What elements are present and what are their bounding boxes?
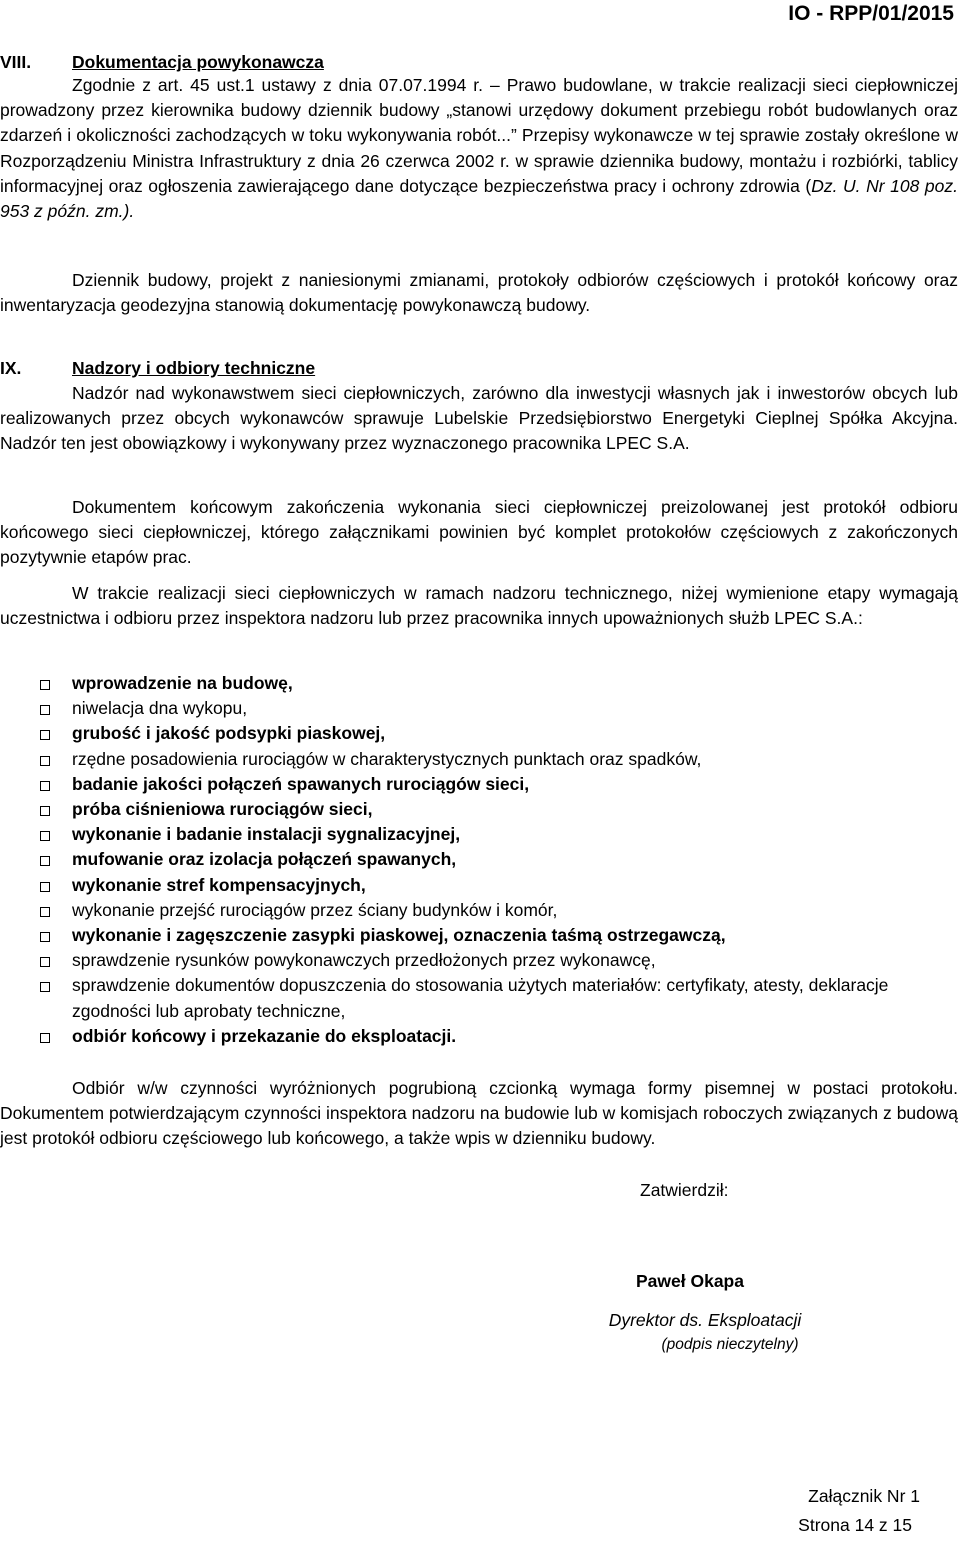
- inspection-stage-item: [0, 747, 958, 772]
- section-9-paragraph-3: W trakcie realizacji sieci ciepłowniczych w ramach nadzoru technicznego, niżej wymienione etapy wymagają uczestnictwa i odbioru przez inspektora nadzoru lub przez pracownika innych upoważnionych służb LPEC S.A.:: [0, 583, 958, 629]
- attachment-label: Załącznik Nr 1: [808, 1486, 920, 1506]
- inspection-stage-text: odbiór końcowy i przekazanie do eksploatacji.: [72, 1025, 457, 1046]
- inspection-stage-text: próba ciśnieniowa rurociągów sieci,: [72, 799, 373, 820]
- inspection-stages-list: [0, 671, 958, 1049]
- approved-label: Zatwierdził:: [640, 1180, 729, 1200]
- checkbox-bullet-icon: [40, 907, 50, 917]
- legal-reference-tail: ).: [123, 201, 135, 222]
- checkbox-bullet-icon: [40, 831, 50, 841]
- signatory-role: Dyrektor ds. Eksploatacji: [608, 1310, 802, 1330]
- checkbox-bullet-icon: [40, 882, 50, 892]
- document-id: IO - RPP/01/2015: [788, 2, 954, 25]
- inspection-stage-item: [0, 948, 958, 973]
- inspection-stage-text: grubość i jakość podsypki piaskowej,: [72, 723, 386, 744]
- inspection-stage-item: [0, 973, 958, 1023]
- checkbox-bullet-icon: [40, 856, 50, 866]
- section-9-number: IX.: [0, 358, 22, 378]
- inspection-stage-item: [0, 772, 958, 797]
- section-8-number: VIII.: [0, 52, 32, 72]
- checkbox-bullet-icon: [40, 932, 50, 942]
- legal-reference: Dz. U. Nr 108 poz. 953 z późn. zm.: [0, 175, 958, 222]
- section-8-paragraph-1: [0, 73, 958, 224]
- inspection-stage-text: badanie jakości połączeń spawanych rurociągów sieci,: [72, 773, 530, 794]
- checkbox-bullet-icon: [40, 756, 50, 766]
- checkbox-bullet-icon: [40, 781, 50, 791]
- inspection-stage-item: [0, 847, 958, 872]
- checkbox-bullet-icon: [40, 730, 50, 740]
- inspection-stage-item: [0, 822, 958, 847]
- inspection-stage-text: sprawdzenie rysunków powykonawczych przedłożonych przez wykonawcę,: [72, 950, 656, 971]
- inspection-stage-item: [0, 923, 958, 948]
- inspection-stage-item: [0, 873, 958, 898]
- inspection-stage-text: rzędne posadowienia rurociągów w charakterystycznych punktach oraz spadków,: [72, 748, 702, 769]
- inspection-stage-item: [0, 721, 958, 746]
- section-9-title: Nadzory i odbiory techniczne: [72, 358, 316, 378]
- page-number: Strona 14 z 15: [798, 1515, 912, 1535]
- checkbox-bullet-icon: [40, 957, 50, 967]
- inspection-stage-text: niwelacja dna wykopu,: [72, 698, 248, 719]
- inspection-stage-text: wykonanie i badanie instalacji sygnalizacyjnej,: [72, 824, 461, 845]
- signatory-name: Paweł Okapa: [636, 1271, 744, 1291]
- inspection-stage-text: mufowanie oraz izolacja połączeń spawanych,: [72, 849, 457, 870]
- section-9-paragraph-4: Odbiór w/w czynności wyróżnionych pogrubioną czcionką wymaga formy pisemnej w postaci protokołu. Dokumentem potwierdzającym czynności inspektora nadzoru na budowie lub w komisjach roboczych związanych z budową jest protokół odbioru częściowego lub końcowego, a także wpis w dzienniku budowy.: [0, 1078, 958, 1149]
- section-8-paragraph-1-lead: Zgodnie z art. 45 ust.1 ustawy z dnia 07.07.1994 r. – Prawo budowlane, w trakcie realizacji sieci ciepłowniczej prowadzony przez kierownika budowy dziennik budowy „stanowi urzędowy dokument przebiegu robót budowlanych oraz zdarzeń i okoliczności zachodzących w toku wykonywania robót...” Przepisy wykonawcze w tej sprawie zostały określone w Rozporządzeniu Ministra Infrastruktury z dnia 26 czerwca 2002 r. w sprawie dziennika budowy, montażu i rozbiórki, tablicy informacyjnej oraz ogłoszenia zawierającego dane dotyczące bezpieczeństwa pracy i ochrony zdrowia (: [0, 75, 958, 196]
- section-9-paragraph-1: Nadzór nad wykonawstwem sieci ciepłowniczych, zarówno dla inwestycji własnych jak i inwestorów obcych lub realizowanych przez obcych wykonawców sprawuje Lubelskie Przedsiębiorstwo Energetyki Cieplnej Spółka Akcyjna. Nadzór ten jest obowiązkowy i wykonywany przez wyznaczonego pracownika LPEC S.A.: [0, 383, 958, 454]
- inspection-stage-item: [0, 696, 958, 721]
- section-8-paragraph-2: Dziennik budowy, projekt z naniesionymi zmianami, protokoły odbiorów częściowych i protokół końcowy oraz inwentaryzacja geodezyjna stanowią dokumentację powykonawczą budowy.: [0, 270, 958, 316]
- inspection-stage-text: wykonanie i zagęszczenie zasypki piaskowej, oznaczenia taśmą ostrzegawczą,: [72, 925, 726, 946]
- section-8-title: Dokumentacja powykonawcza: [72, 52, 324, 72]
- checkbox-bullet-icon: [40, 1033, 50, 1043]
- checkbox-bullet-icon: [40, 806, 50, 816]
- inspection-stage-text: sprawdzenie dokumentów dopuszczenia do stosowania użytych materiałów: certyfikaty, atesty, deklaracje zgodności lub aprobaty techniczne,: [72, 975, 889, 1021]
- inspection-stage-text: wykonanie przejść rurociągów przez ściany budynków i komór,: [72, 899, 558, 920]
- inspection-stage-text: wprowadzenie na budowę,: [72, 673, 293, 693]
- section-9-paragraph-2: Dokumentem końcowym zakończenia wykonania sieci ciepłowniczej preizolowanej jest protokół odbioru końcowego sieci ciepłowniczej, którego załącznikami powinien być komplet protokołów częściowych z zakończonych pozytywnie etapów prac.: [0, 497, 958, 568]
- signature-note: (podpis nieczytelny): [661, 1336, 799, 1353]
- checkbox-bullet-icon: [40, 680, 50, 690]
- inspection-stage-item: [0, 797, 958, 822]
- inspection-stage-item: [0, 898, 958, 923]
- inspection-stage-item: [0, 1024, 958, 1049]
- checkbox-bullet-icon: [40, 982, 50, 992]
- checkbox-bullet-icon: [40, 705, 50, 715]
- inspection-stage-item: [0, 671, 958, 696]
- inspection-stage-text: wykonanie stref kompensacyjnych,: [72, 874, 366, 895]
